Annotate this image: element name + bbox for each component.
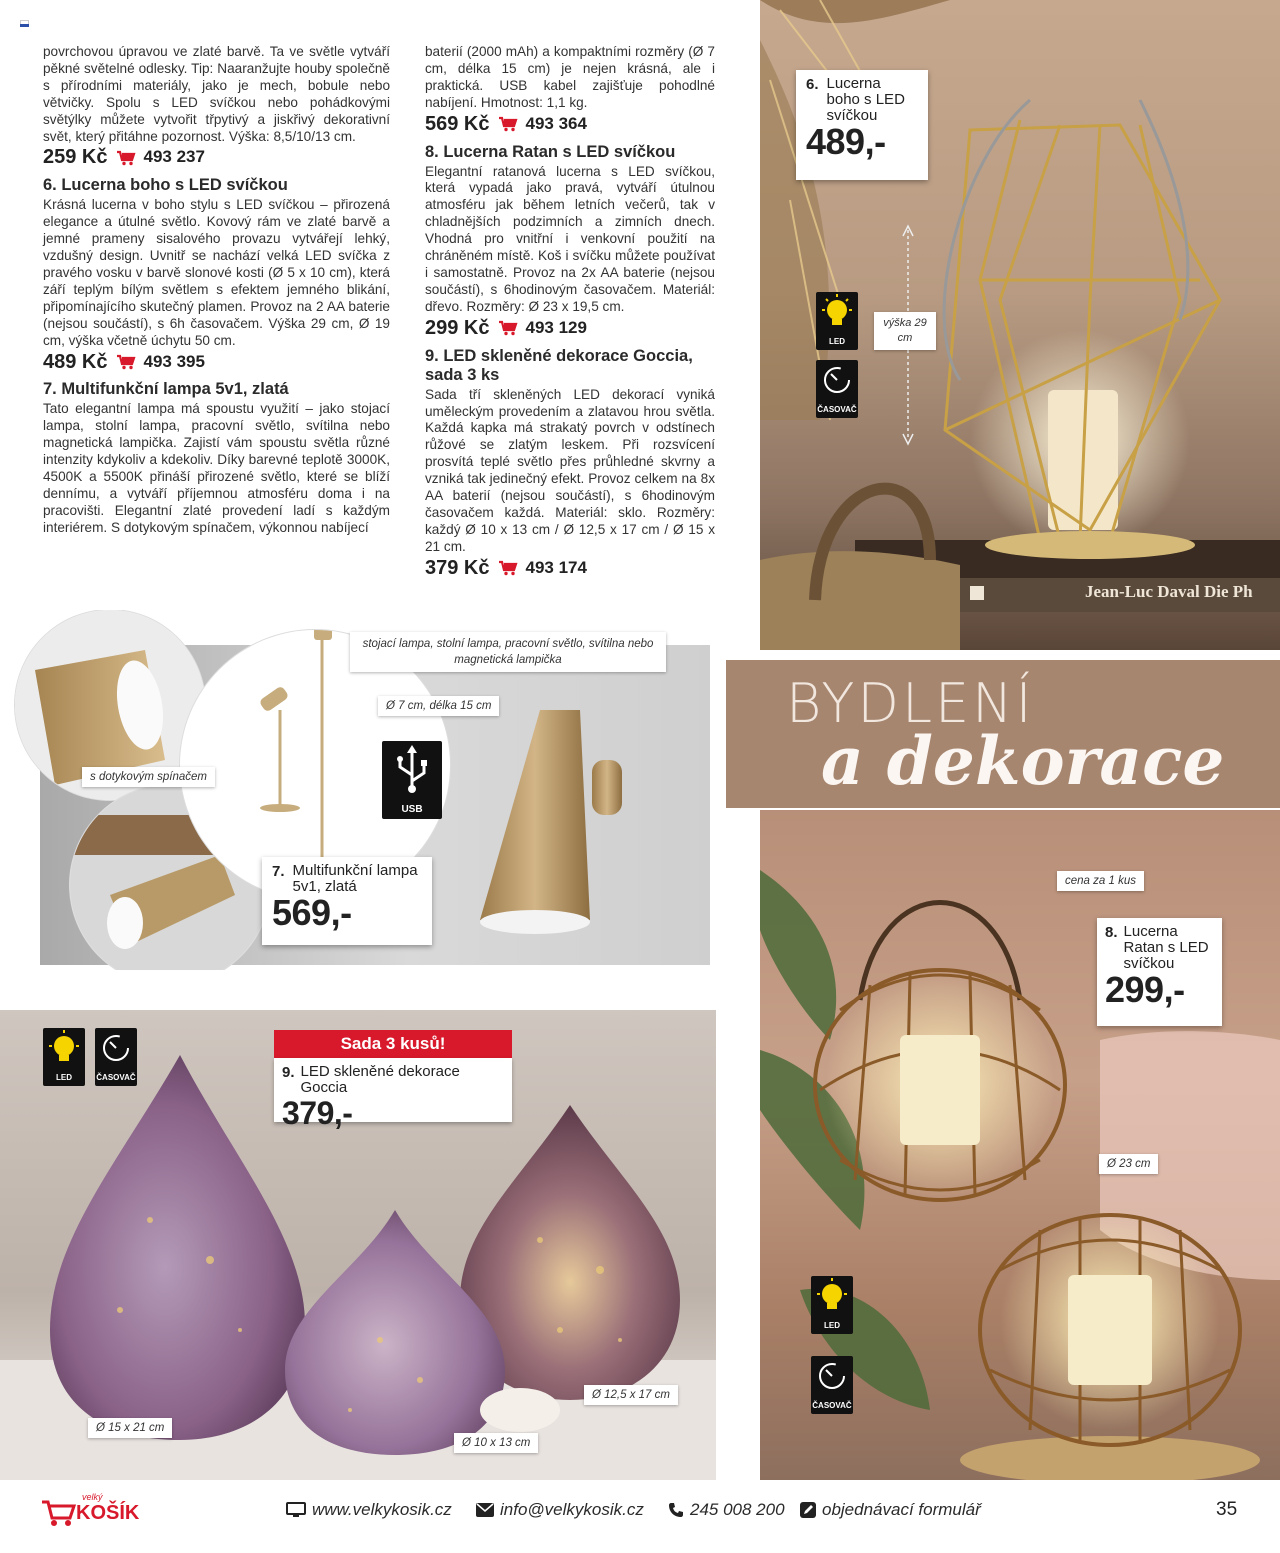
cart-icon[interactable] [116, 150, 136, 166]
lantern-price: 489,- [806, 121, 886, 162]
product-6-title: 6. Lucerna boho s LED svíčkou [43, 176, 288, 195]
product-9-code: 493 174 [525, 557, 587, 577]
product-7-text-continued: baterií (2000 mAh) a kompaktními rozměry (Ø 7 cm, délka 15 cm) je nejen krásná, ale i praktická. USB kabel zajišťuje pohodlné nabíjení. Hmotnost: 1,1 kg. [425, 44, 715, 110]
product-9-price-row [425, 556, 715, 579]
goccia-price: 379,- [282, 1095, 353, 1131]
cart-icon[interactable] [498, 560, 518, 576]
product-7-title: 7. Multifunkční lampa 5v1, zlatá [43, 380, 289, 399]
ratan-size-tag: Ø 23 cm [1099, 1154, 1158, 1174]
footer-form[interactable] [800, 1500, 981, 1520]
product-6-price-row [43, 350, 390, 373]
lamp-number: 7. [272, 863, 285, 880]
timer-icon [95, 1028, 137, 1068]
timer-badge [816, 360, 858, 418]
product-8-price-row [425, 316, 715, 339]
banner-line1: BYDLENÍ [786, 672, 1035, 735]
product-9-title: 9. LED skleněné dekorace Goccia, sada 3 ks [425, 346, 693, 384]
product-8-code: 493 129 [525, 317, 587, 337]
svg-text:Jean-Luc Daval Die Ph: Jean-Luc Daval Die Ph [1085, 582, 1253, 601]
text-column-left [43, 44, 390, 537]
footer-email-text: info@velkykosik.cz [500, 1500, 644, 1519]
lantern-price-box [796, 70, 928, 180]
product-7-price: 569 Kč [425, 112, 490, 135]
cart-icon[interactable] [498, 116, 518, 132]
lamp-uses-tag: stojací lampa, stolní lampa, pracovní světlo, svítilna nebo magnetická lampička [350, 632, 666, 672]
lantern-number: 6. [806, 76, 819, 93]
goccia-size-large: Ø 15 x 21 cm [88, 1418, 172, 1438]
lamp-price-box [262, 857, 432, 945]
usb-badge [382, 741, 442, 819]
led-badge [816, 292, 858, 350]
ratan-name: Lucerna Ratan s LED svíčkou [1123, 923, 1209, 972]
goccia-size-mid: Ø 12,5 x 17 cm [584, 1385, 678, 1405]
product-9-price: 379 Kč [425, 556, 490, 579]
ratan-price-box [1097, 918, 1222, 1026]
led-label: LED [829, 337, 845, 346]
timer-icon [811, 1356, 853, 1396]
ratan-unit-tag: cena za 1 kus [1057, 871, 1144, 891]
wall-lamp-illustration [470, 690, 630, 950]
photo-goccia [0, 1010, 716, 1480]
lantern-height-tag: výška 29 cm [874, 312, 936, 350]
banner-line2: a dekorace [821, 722, 1225, 800]
phone-icon [668, 1502, 684, 1518]
photo-ratan-lantern [760, 810, 1280, 1480]
monitor-icon [286, 1502, 306, 1518]
page-number: 35 [1216, 1499, 1238, 1520]
led-label: LED [56, 1073, 72, 1082]
lamp-size-tag: Ø 7 cm, délka 15 cm [378, 696, 499, 716]
mail-icon [476, 1503, 494, 1517]
bulb-icon [43, 1028, 85, 1068]
lantern-name: Lucerna boho s LED svíčkou [826, 75, 905, 124]
goccia-size-small: Ø 10 x 13 cm [454, 1433, 538, 1453]
footer-phone[interactable] [668, 1500, 785, 1520]
product-6-price: 489 Kč [43, 350, 108, 373]
section-banner [726, 660, 1280, 808]
product-7-text: Tato elegantní lampa má spoustu využití – jako stojací lampa, stolní lampa, pracovní světlo, svítilna nebo magnetická lampička. Zajistí vám spoustu světla různé intenzity kdykoliv a kdekoliv. Díky barevné teplotě 3000K, 4500K a 5500K přináší přirozené světlo, které se blíží dennímu, a vytváří příjemnou atmosféru doma i na pracovišti. Elegantní zlaté provedení ladí s každým interiérem. S dotykovým spínačem, výkonnou nabíjecí [43, 401, 390, 535]
ratan-number: 8. [1105, 924, 1118, 941]
timer-label: ČASOVAČ [96, 1073, 136, 1082]
cart-icon[interactable] [116, 354, 136, 370]
intro-text: povrchovou úpravou ve zlaté barvě. Ta ve světle vytváří pěkné světelné odlesky. Tip: Naaranžujte houby společně s přírodními materiály, jako je mech, bobule nebo větvičky. Spolu s LED svíčkou nebo pohádkovými světýlky můžete vytvořit třpytivý a jiskřivý dekorativní svět, který přitáhne pozornost. Výška: 8,5/10/13 cm. [43, 44, 390, 144]
cart-icon[interactable] [498, 320, 518, 336]
photo-multifunction-lamp [0, 610, 726, 970]
usb-label: USB [401, 804, 423, 815]
flag-icon [20, 20, 29, 26]
footer-form-text: objednávací formulář [822, 1500, 981, 1519]
intro-price-row [43, 146, 390, 169]
text-column-right [425, 44, 715, 579]
product-7-code: 493 364 [525, 113, 587, 133]
led-label: LED [824, 1321, 840, 1330]
led-badge [43, 1028, 85, 1086]
timer-icon [816, 360, 858, 400]
product-6-code: 493 395 [143, 351, 205, 371]
product-9-text: Sada tří skleněných LED dekorací vyniká uměleckým provedením a zlatavou hrou světla. Každá kapka má strakatý povrch v odstínech růžové se zlatým leskem. Při rozsvícení prosvítá teplé světlo přes průhledné skvrny a vzniká tak jedinečný efekt. Provoz celkem na 8x AA baterií (nejsou součástí), s 6hodinovým časovačem každá. Materiál: sklo. Rozměry: každý Ø 10 x 13 cm / Ø 12,5 x 17 cm / Ø 15 x 21 cm. [425, 386, 715, 554]
photo-boho-lantern [760, 0, 1280, 650]
bulb-icon [811, 1276, 853, 1316]
footer-web[interactable] [286, 1500, 452, 1520]
bulb-icon [816, 292, 858, 332]
cart-logo-icon [40, 1498, 76, 1528]
product-8-title: 8. Lucerna Ratan s LED svíčkou [425, 142, 676, 161]
product-8-text: Elegantní ratanová lucerna s LED svíčkou, která vypadá jako pravá, vytváří útulnou atmosféru jak během letních večerů, tak v chladnějších podzimních a zimních dnech. Vhodná pro vnitřní i venkovní použití na chráněném místě. Koš i svíčku můžete používat i samostatně. Provoz na 2x AA baterie (nejsou součástí), s 6hodinovým časovačem. Materiál: dřevo. Rozměry: Ø 23 x 19,5 cm. [425, 163, 715, 314]
product-6-text: Krásná lucerna v boho stylu s LED svíčkou – přirozená elegance a útulné světlo. Kovový rám ve zlaté barvě a jemné prameny sisalového provazu vytvářejí lehký, vzdušný design. Uvnitř se nachází velká LED svíčka z pravého vosku v barvě slonové kosti (Ø 5 x 10 cm), která září teplým bílým světlem s efektem jemného blikání, připomínajícího skutečný plamen. Provoz na 2 AA baterie (nejsou součástí), s 6h časovačem. Výška 29 cm, Ø 19 cm, výška včetně úchytu 50 cm. [43, 197, 390, 348]
goccia-sale-tag: Sada 3 kusů! [274, 1030, 512, 1058]
timer-badge [95, 1028, 137, 1086]
footer-phone-text: 245 008 200 [690, 1500, 785, 1519]
brand-logo[interactable] [40, 1490, 140, 1530]
product-8-price: 299 Kč [425, 316, 490, 339]
logo-small-text: velký [82, 1492, 103, 1502]
timer-label: ČASOVAČ [812, 1401, 852, 1410]
intro-code: 493 237 [143, 147, 205, 167]
lamp-price: 569,- [272, 892, 352, 933]
led-badge [811, 1276, 853, 1334]
intro-price: 259 Kč [43, 146, 108, 169]
timer-label: ČASOVAČ [817, 405, 857, 414]
footer-email[interactable] [476, 1500, 644, 1520]
product-7-price-row [425, 112, 715, 135]
usb-icon [382, 741, 442, 797]
lamp-name: Multifunkční lampa 5v1, zlatá [292, 862, 418, 895]
edit-icon [800, 1502, 816, 1518]
goccia-name: LED skleněné dekorace Goccia [300, 1063, 460, 1096]
lamp-touch-tag: s dotykovým spínačem [82, 767, 215, 787]
ratan-price: 299,- [1105, 969, 1185, 1010]
page-footer [0, 1480, 1280, 1553]
footer-web-text: www.velkykosik.cz [312, 1500, 452, 1519]
goccia-price-box [274, 1058, 512, 1131]
goccia-number: 9. [282, 1064, 295, 1081]
logo-big-text: KOŠÍK [76, 1502, 140, 1524]
timer-badge [811, 1356, 853, 1414]
